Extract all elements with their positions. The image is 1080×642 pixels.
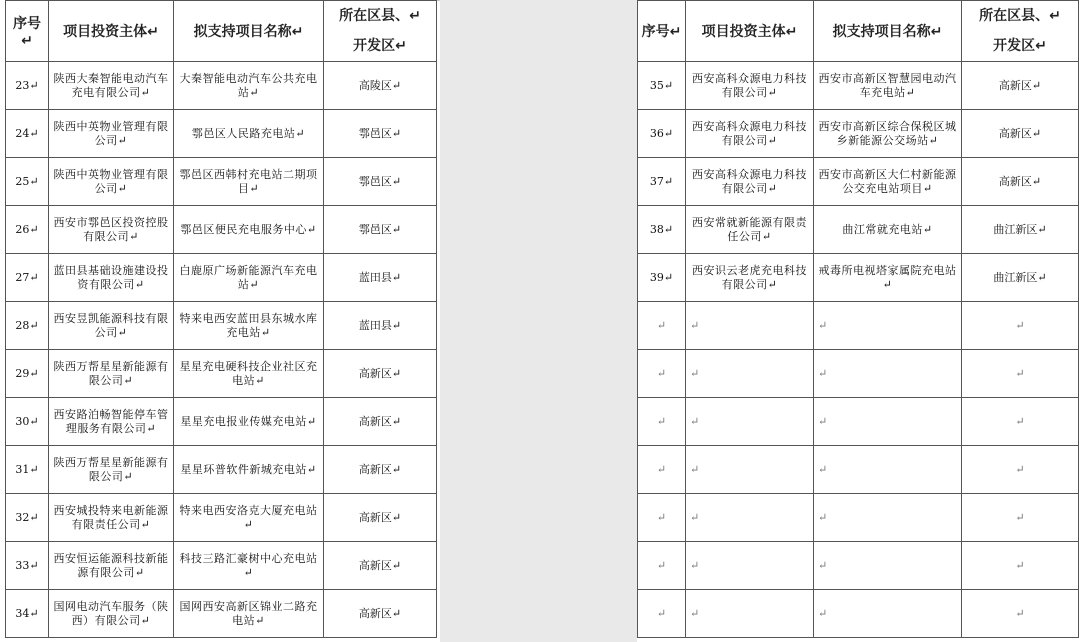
cell-district: 高新区↵ <box>962 158 1079 206</box>
cell-num: ↵ <box>638 398 686 446</box>
table-row <box>6 398 437 446</box>
table-row <box>6 206 437 254</box>
table-row <box>638 254 1079 302</box>
cell-owner: ↵ <box>686 446 814 494</box>
cell-owner: 西安高科众源电力科技有限公司↵ <box>686 158 814 206</box>
cell-owner: ↵ <box>686 398 814 446</box>
cell-district: ↵ <box>962 446 1079 494</box>
cell-district: 高新区↵ <box>324 350 437 398</box>
cell-owner: 西安路泊畅智能停车管理服务有限公司↵ <box>49 398 174 446</box>
cell-district: 高陵区↵ <box>324 62 437 110</box>
cell-num: 31↵ <box>6 446 49 494</box>
cell-project: 国网西安高新区锦业二路充电站↵ <box>174 590 324 638</box>
cell-project: ↵ <box>814 446 962 494</box>
cell-district: ↵ <box>962 590 1079 638</box>
table-row <box>638 590 1079 638</box>
cell-project: 鄠邑区便民充电服务中心↵ <box>174 206 324 254</box>
table-row <box>638 398 1079 446</box>
cell-district: ↵ <box>962 494 1079 542</box>
cell-owner: 西安城投特来电新能源有限责任公司↵ <box>49 494 174 542</box>
cell-project: 特来电西安洛克大厦充电站↵ <box>174 494 324 542</box>
cell-num: 37↵ <box>638 158 686 206</box>
cell-owner: 西安常就新能源有限责任公司↵ <box>686 206 814 254</box>
cell-project: 戒毒所电视塔家属院充电站↵ <box>814 254 962 302</box>
cell-num: 35↵ <box>638 62 686 110</box>
cell-project: 星星充电硬科技企业社区充电站↵ <box>174 350 324 398</box>
cell-num: 26↵ <box>6 206 49 254</box>
cell-district: ↵ <box>962 302 1079 350</box>
cell-owner: 西安高科众源电力科技有限公司↵ <box>686 62 814 110</box>
cell-num: 32↵ <box>6 494 49 542</box>
cell-num: ↵ <box>638 494 686 542</box>
cell-owner: 西安识云老虎充电科技有限公司↵ <box>686 254 814 302</box>
cell-project: 大秦智能电动汽车公共充电站↵ <box>174 62 324 110</box>
header-district <box>962 1 1079 62</box>
cell-num: 24↵ <box>6 110 49 158</box>
cell-owner: 蓝田县基础设施建设投资有限公司↵ <box>49 254 174 302</box>
cell-district: 高新区↵ <box>962 62 1079 110</box>
cell-num: 27↵ <box>6 254 49 302</box>
cell-project: ↵ <box>814 302 962 350</box>
document-page-right <box>637 0 1080 642</box>
cell-district: 鄠邑区↵ <box>324 206 437 254</box>
cell-district: 曲江新区↵ <box>962 254 1079 302</box>
document-page-left <box>0 0 440 642</box>
table-row <box>638 206 1079 254</box>
cell-num: 28↵ <box>6 302 49 350</box>
cell-owner: ↵ <box>686 350 814 398</box>
cell-owner: 陕西万帮星星新能源有限公司↵ <box>49 446 174 494</box>
cell-project: 白鹿原广场新能源汽车充电站↵ <box>174 254 324 302</box>
cell-project: ↵ <box>814 590 962 638</box>
table-header-row <box>6 1 437 62</box>
cell-district: 高新区↵ <box>324 446 437 494</box>
cell-owner: 陕西万帮星星新能源有限公司↵ <box>49 350 174 398</box>
page-gap <box>440 0 637 642</box>
cell-district: 蓝田县↵ <box>324 254 437 302</box>
cell-num: 29↵ <box>6 350 49 398</box>
cell-num: 39↵ <box>638 254 686 302</box>
project-table-left <box>5 0 437 638</box>
header-district-line2: 开发区↵ <box>993 38 1047 54</box>
cell-district: 高新区↵ <box>324 494 437 542</box>
table-row <box>638 350 1079 398</box>
table-row <box>6 494 437 542</box>
cell-owner: 西安高科众源电力科技有限公司↵ <box>686 110 814 158</box>
cell-num: 38↵ <box>638 206 686 254</box>
header-owner: 项目投资主体↵ <box>49 1 174 62</box>
cell-project: 西安市高新区大仁村新能源公交充电站项目↵ <box>814 158 962 206</box>
cell-district: ↵ <box>962 350 1079 398</box>
cell-project: ↵ <box>814 350 962 398</box>
cell-project: ↵ <box>814 494 962 542</box>
cell-num: ↵ <box>638 446 686 494</box>
cell-district: 鄠邑区↵ <box>324 158 437 206</box>
cell-owner: 西安市鄠邑区投资控股有限公司↵ <box>49 206 174 254</box>
table-row <box>6 350 437 398</box>
cell-num: 34↵ <box>6 590 49 638</box>
cell-num: 25↵ <box>6 158 49 206</box>
cell-owner: ↵ <box>686 302 814 350</box>
cell-project: 西安市高新区智慧园电动汽车充电站↵ <box>814 62 962 110</box>
cell-owner: 国网电动汽车服务（陕西）有限公司↵ <box>49 590 174 638</box>
cell-project: 鄠邑区人民路充电站↵ <box>174 110 324 158</box>
header-district-line2: 开发区↵ <box>353 38 407 54</box>
cell-owner: ↵ <box>686 542 814 590</box>
table-row <box>6 254 437 302</box>
table-row <box>6 302 437 350</box>
cell-project: 鄠邑区西韩村充电站二期项目↵ <box>174 158 324 206</box>
cell-owner: ↵ <box>686 494 814 542</box>
table-row <box>6 62 437 110</box>
cell-num: 33↵ <box>6 542 49 590</box>
cell-owner: ↵ <box>686 590 814 638</box>
cell-project: 特来电西安蓝田县东城水库充电站↵ <box>174 302 324 350</box>
cell-project: 星星充电报业传媒充电站↵ <box>174 398 324 446</box>
cell-project: 曲江常就充电站↵ <box>814 206 962 254</box>
cell-num: 36↵ <box>638 110 686 158</box>
header-project: 拟支持项目名称↵ <box>814 1 962 62</box>
cell-num: ↵ <box>638 350 686 398</box>
header-project: 拟支持项目名称↵ <box>174 1 324 62</box>
cell-district: ↵ <box>962 398 1079 446</box>
table-row <box>6 446 437 494</box>
cell-owner: 西安恒运能源科技新能源有限公司↵ <box>49 542 174 590</box>
header-district-line1: 所在区县、↵ <box>339 8 421 24</box>
table-row <box>6 158 437 206</box>
cell-num: ↵ <box>638 590 686 638</box>
cell-district: ↵ <box>962 542 1079 590</box>
table-row <box>638 302 1079 350</box>
header-district-line1: 所在区县、↵ <box>979 8 1061 24</box>
table-row <box>638 110 1079 158</box>
cell-num: ↵ <box>638 542 686 590</box>
header-num: 序号↵ <box>6 1 49 62</box>
project-table-right <box>637 0 1079 638</box>
cell-num: 30↵ <box>6 398 49 446</box>
header-num: 序号↵ <box>638 1 686 62</box>
cell-project: 科技三路汇豪树中心充电站↵ <box>174 542 324 590</box>
table-row <box>638 542 1079 590</box>
table-row <box>638 158 1079 206</box>
cell-owner: 陕西大秦智能电动汽车充电有限公司↵ <box>49 62 174 110</box>
cell-num: 23↵ <box>6 62 49 110</box>
cell-district: 高新区↵ <box>324 542 437 590</box>
cell-num: ↵ <box>638 302 686 350</box>
table-row <box>638 494 1079 542</box>
table-row <box>6 590 437 638</box>
cell-project: 星星环普软件新城充电站↵ <box>174 446 324 494</box>
header-owner: 项目投资主体↵ <box>686 1 814 62</box>
table-row <box>638 62 1079 110</box>
table-header-row <box>638 1 1079 62</box>
cell-district: 曲江新区↵ <box>962 206 1079 254</box>
table-row <box>6 542 437 590</box>
header-district <box>324 1 437 62</box>
cell-project: ↵ <box>814 542 962 590</box>
cell-district: 高新区↵ <box>962 110 1079 158</box>
cell-project: 西安市高新区综合保税区城乡新能源公交场站↵ <box>814 110 962 158</box>
cell-district: 高新区↵ <box>324 398 437 446</box>
cell-owner: 陕西中英物业管理有限公司↵ <box>49 158 174 206</box>
cell-project: ↵ <box>814 398 962 446</box>
cell-district: 鄠邑区↵ <box>324 110 437 158</box>
table-row <box>638 446 1079 494</box>
cell-owner: 陕西中英物业管理有限公司↵ <box>49 110 174 158</box>
table-row <box>6 110 437 158</box>
cell-district: 蓝田县↵ <box>324 302 437 350</box>
cell-district: 高新区↵ <box>324 590 437 638</box>
cell-owner: 西安昱凯能源科技有限公司↵ <box>49 302 174 350</box>
